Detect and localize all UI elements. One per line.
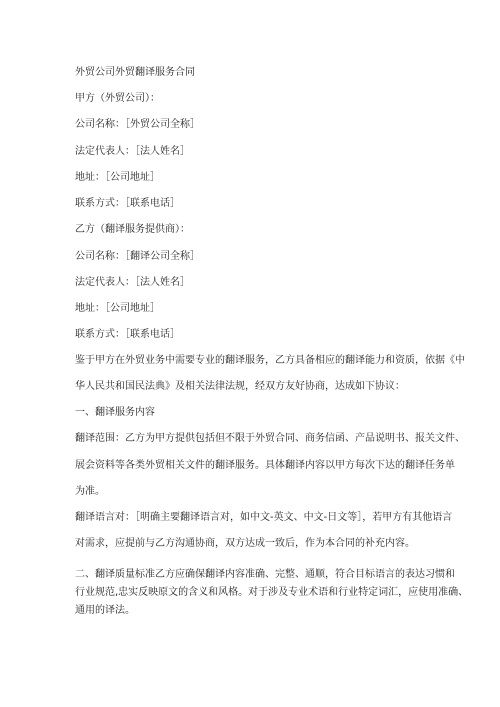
party-b-representative: 法定代表人：［法人姓名］	[75, 277, 190, 288]
section-2-line: 通用的译法。	[75, 605, 135, 616]
party-b-company: 公司名称：［翻译公司全称］	[75, 251, 200, 262]
party-a-contact: 联系方式：［联系电话］	[75, 198, 180, 209]
section-1-scope-line: 展会资料等各类外贸相关文件的翻译服务。具体翻译内容以甲方每次下达的翻译任务单	[75, 460, 455, 471]
party-a-representative: 法定代表人：［法人姓名］	[75, 146, 190, 157]
party-a-address: 地址：［公司地址］	[75, 172, 160, 183]
section-1-scope-line: 为准。	[75, 486, 105, 497]
section-1-scope-line: 翻译范围：乙方为甲方提供包括但不限于外贸合同、商务信函、产品说明书、报关文件、	[75, 433, 465, 444]
preamble-line: 鉴于甲方在外贸业务中需要专业的翻译服务，乙方具备相应的翻译能力和资质，依据《中	[75, 355, 465, 366]
section-1-heading: 一、翻译服务内容	[75, 407, 155, 418]
section-1-language-line: 翻译语言对：［明确主要翻译语言对，如中文-英文、中文-日文等］，若甲方有其他语言	[75, 512, 453, 523]
party-a-heading: 甲方（外贸公司）：	[75, 93, 160, 104]
preamble-line: 华人民共和国民法典》及相关法律法规，经双方友好协商，达成如下协议：	[75, 381, 405, 392]
party-b-contact: 联系方式：［联系电话］	[75, 329, 180, 340]
contract-title: 外贸公司外贸翻译服务合同	[75, 67, 195, 78]
party-b-address: 地址：［公司地址］	[75, 303, 160, 314]
section-2-line: 行业规范,忠实反映原文的含义和风格。对于涉及专业术语和行业特定词汇，应使用准确、	[75, 587, 469, 598]
section-2-line: 二、翻译质量标准乙方应确保翻译内容准确、完整、通顺，符合目标语言的表达习惯和	[75, 569, 455, 580]
section-1-language-line: 对需求，应提前与乙方沟通协商，双方达成一致后，作为本合同的补充内容。	[75, 538, 415, 549]
party-a-company: 公司名称：［外贸公司全称］	[75, 119, 200, 130]
party-b-heading: 乙方（翻译服务提供商）：	[75, 224, 190, 235]
